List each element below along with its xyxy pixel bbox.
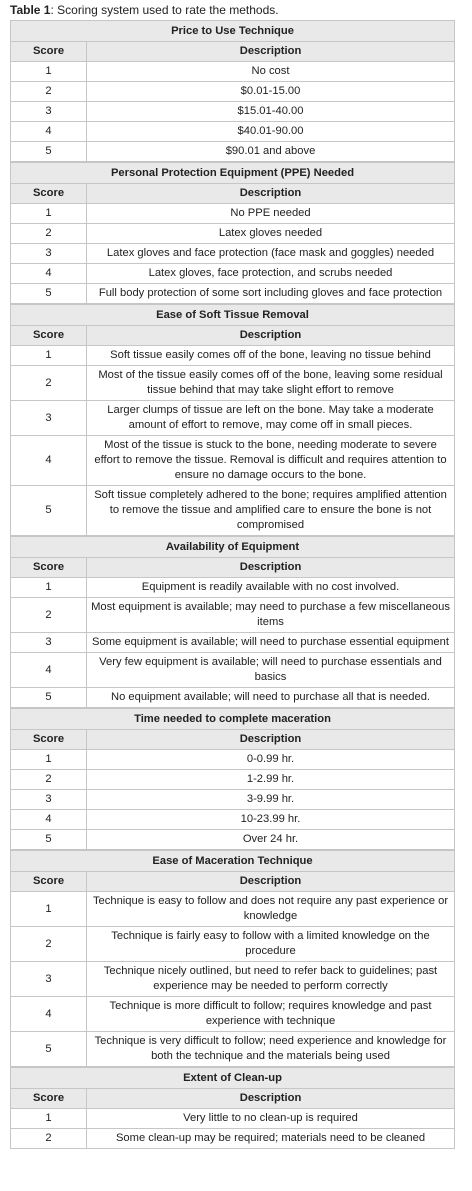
score-cell: 1 bbox=[11, 346, 87, 366]
table-row bbox=[11, 997, 455, 1032]
description-cell: Technique is more difficult to follow; requires knowledge and past experience with technique bbox=[87, 997, 455, 1032]
score-cell: 4 bbox=[11, 997, 87, 1032]
description-cell: Larger clumps of tissue are left on the bone. May take a moderate amount of effort to remove, may come off in small pieces. bbox=[87, 401, 455, 436]
description-cell: $40.01-90.00 bbox=[87, 122, 455, 142]
score-cell: 2 bbox=[11, 770, 87, 790]
score-cell: 3 bbox=[11, 401, 87, 436]
table-row bbox=[11, 790, 455, 810]
table-row bbox=[11, 346, 455, 366]
score-cell: 2 bbox=[11, 82, 87, 102]
table-row bbox=[11, 62, 455, 82]
score-cell: 1 bbox=[11, 204, 87, 224]
description-cell: Soft tissue easily comes off of the bone, leaving no tissue behind bbox=[87, 346, 455, 366]
description-cell: Most of the tissue is stuck to the bone, needing moderate to severe effort to remove the tissue. Removal is difficult and requires attention to ensure no damage occurs to the bone. bbox=[87, 436, 455, 486]
score-cell: 4 bbox=[11, 436, 87, 486]
description-cell: No equipment available; will need to purchase all that is needed. bbox=[87, 688, 455, 708]
section-table-cleanup bbox=[10, 1067, 455, 1149]
description-column-header: Description bbox=[87, 42, 455, 62]
score-cell: 4 bbox=[11, 264, 87, 284]
description-cell: $90.01 and above bbox=[87, 142, 455, 162]
score-cell: 2 bbox=[11, 598, 87, 633]
table-row bbox=[11, 284, 455, 304]
description-cell: Technique is easy to follow and does not require any past experience or knowledge bbox=[87, 892, 455, 927]
table-row bbox=[11, 486, 455, 536]
table-row bbox=[11, 1129, 455, 1149]
description-cell: Equipment is readily available with no cost involved. bbox=[87, 578, 455, 598]
section-title: Personal Protection Equipment (PPE) Needed bbox=[11, 163, 455, 184]
score-column-header: Score bbox=[11, 1089, 87, 1109]
score-cell: 1 bbox=[11, 892, 87, 927]
score-cell: 5 bbox=[11, 830, 87, 850]
table-row bbox=[11, 633, 455, 653]
section-table-ease-maceration bbox=[10, 850, 455, 1067]
score-cell: 5 bbox=[11, 486, 87, 536]
description-cell: Latex gloves and face protection (face mask and goggles) needed bbox=[87, 244, 455, 264]
table-row bbox=[11, 750, 455, 770]
score-cell: 1 bbox=[11, 750, 87, 770]
score-cell: 2 bbox=[11, 366, 87, 401]
score-cell: 3 bbox=[11, 962, 87, 997]
description-cell: Technique nicely outlined, but need to refer back to guidelines; past experience may be needed to perform correctly bbox=[87, 962, 455, 997]
scoring-tables bbox=[10, 20, 454, 1149]
description-cell: Most of the tissue easily comes off of the bone, leaving some residual tissue behind that may take slight effort to remove bbox=[87, 366, 455, 401]
table-row bbox=[11, 1109, 455, 1129]
score-column-header: Score bbox=[11, 558, 87, 578]
description-column-header: Description bbox=[87, 730, 455, 750]
section-title: Ease of Maceration Technique bbox=[11, 851, 455, 872]
score-cell: 5 bbox=[11, 142, 87, 162]
description-cell: Latex gloves, face protection, and scrubs needed bbox=[87, 264, 455, 284]
table-row bbox=[11, 892, 455, 927]
column-header-row bbox=[11, 872, 455, 892]
score-cell: 3 bbox=[11, 633, 87, 653]
description-cell: Technique is very difficult to follow; need experience and knowledge for both the technique and the materials being used bbox=[87, 1032, 455, 1067]
score-column-header: Score bbox=[11, 730, 87, 750]
description-cell: Soft tissue completely adhered to the bone; requires amplified attention to remove the tissue and amplified care to ensure the bone is not compromised bbox=[87, 486, 455, 536]
description-cell: $0.01-15.00 bbox=[87, 82, 455, 102]
description-column-header: Description bbox=[87, 326, 455, 346]
column-header-row bbox=[11, 1089, 455, 1109]
table-row bbox=[11, 598, 455, 633]
section-table-ppe bbox=[10, 162, 455, 304]
description-cell: Over 24 hr. bbox=[87, 830, 455, 850]
section-table-price bbox=[10, 20, 455, 162]
description-cell: No cost bbox=[87, 62, 455, 82]
description-cell: Some clean-up may be required; materials need to be cleaned bbox=[87, 1129, 455, 1149]
column-header-row bbox=[11, 730, 455, 750]
score-cell: 4 bbox=[11, 122, 87, 142]
table-row bbox=[11, 264, 455, 284]
score-column-header: Score bbox=[11, 326, 87, 346]
table-row bbox=[11, 204, 455, 224]
column-header-row bbox=[11, 558, 455, 578]
column-header-row bbox=[11, 326, 455, 346]
table-row bbox=[11, 102, 455, 122]
table-row bbox=[11, 830, 455, 850]
description-cell: Full body protection of some sort including gloves and face protection bbox=[87, 284, 455, 304]
description-cell: Very few equipment is available; will need to purchase essentials and basics bbox=[87, 653, 455, 688]
table-row bbox=[11, 122, 455, 142]
description-cell: 3-9.99 hr. bbox=[87, 790, 455, 810]
table-row bbox=[11, 436, 455, 486]
description-column-header: Description bbox=[87, 1089, 455, 1109]
score-column-header: Score bbox=[11, 872, 87, 892]
description-cell: $15.01-40.00 bbox=[87, 102, 455, 122]
score-column-header: Score bbox=[11, 184, 87, 204]
description-cell: 1-2.99 hr. bbox=[87, 770, 455, 790]
column-header-row bbox=[11, 184, 455, 204]
score-cell: 4 bbox=[11, 810, 87, 830]
section-title: Extent of Clean-up bbox=[11, 1068, 455, 1089]
description-cell: 0-0.99 hr. bbox=[87, 750, 455, 770]
section-table-equipment bbox=[10, 536, 455, 708]
table-caption bbox=[10, 2, 279, 18]
table-row bbox=[11, 578, 455, 598]
table-row bbox=[11, 142, 455, 162]
section-table-time bbox=[10, 708, 455, 850]
score-cell: 3 bbox=[11, 244, 87, 264]
section-table-soft-tissue bbox=[10, 304, 455, 536]
description-cell: 10-23.99 hr. bbox=[87, 810, 455, 830]
section-title: Price to Use Technique bbox=[11, 21, 455, 42]
score-cell: 2 bbox=[11, 1129, 87, 1149]
table-row bbox=[11, 770, 455, 790]
score-cell: 2 bbox=[11, 224, 87, 244]
score-cell: 5 bbox=[11, 1032, 87, 1067]
table-row bbox=[11, 962, 455, 997]
score-cell: 5 bbox=[11, 284, 87, 304]
table-caption-text: : Scoring system used to rate the methods. bbox=[50, 3, 279, 17]
table-row bbox=[11, 810, 455, 830]
score-cell: 4 bbox=[11, 653, 87, 688]
description-cell: No PPE needed bbox=[87, 204, 455, 224]
table-row bbox=[11, 688, 455, 708]
table-row bbox=[11, 927, 455, 962]
table-caption-label: Table 1 bbox=[10, 3, 51, 17]
description-cell: Most equipment is available; may need to purchase a few miscellaneous items bbox=[87, 598, 455, 633]
section-title: Ease of Soft Tissue Removal bbox=[11, 305, 455, 326]
description-cell: Some equipment is available; will need to purchase essential equipment bbox=[87, 633, 455, 653]
description-cell: Technique is fairly easy to follow with a limited knowledge on the procedure bbox=[87, 927, 455, 962]
score-cell: 3 bbox=[11, 790, 87, 810]
score-column-header: Score bbox=[11, 42, 87, 62]
table-row bbox=[11, 1032, 455, 1067]
table-row bbox=[11, 82, 455, 102]
description-column-header: Description bbox=[87, 872, 455, 892]
table-row bbox=[11, 653, 455, 688]
section-title: Availability of Equipment bbox=[11, 537, 455, 558]
description-column-header: Description bbox=[87, 558, 455, 578]
table-row bbox=[11, 224, 455, 244]
score-cell: 3 bbox=[11, 102, 87, 122]
table-row bbox=[11, 366, 455, 401]
table-row bbox=[11, 401, 455, 436]
section-title: Time needed to complete maceration bbox=[11, 709, 455, 730]
score-cell: 1 bbox=[11, 1109, 87, 1129]
score-cell: 2 bbox=[11, 927, 87, 962]
description-cell: Very little to no clean-up is required bbox=[87, 1109, 455, 1129]
table-row bbox=[11, 244, 455, 264]
score-cell: 5 bbox=[11, 688, 87, 708]
score-cell: 1 bbox=[11, 62, 87, 82]
description-cell: Latex gloves needed bbox=[87, 224, 455, 244]
column-header-row bbox=[11, 42, 455, 62]
description-column-header: Description bbox=[87, 184, 455, 204]
score-cell: 1 bbox=[11, 578, 87, 598]
